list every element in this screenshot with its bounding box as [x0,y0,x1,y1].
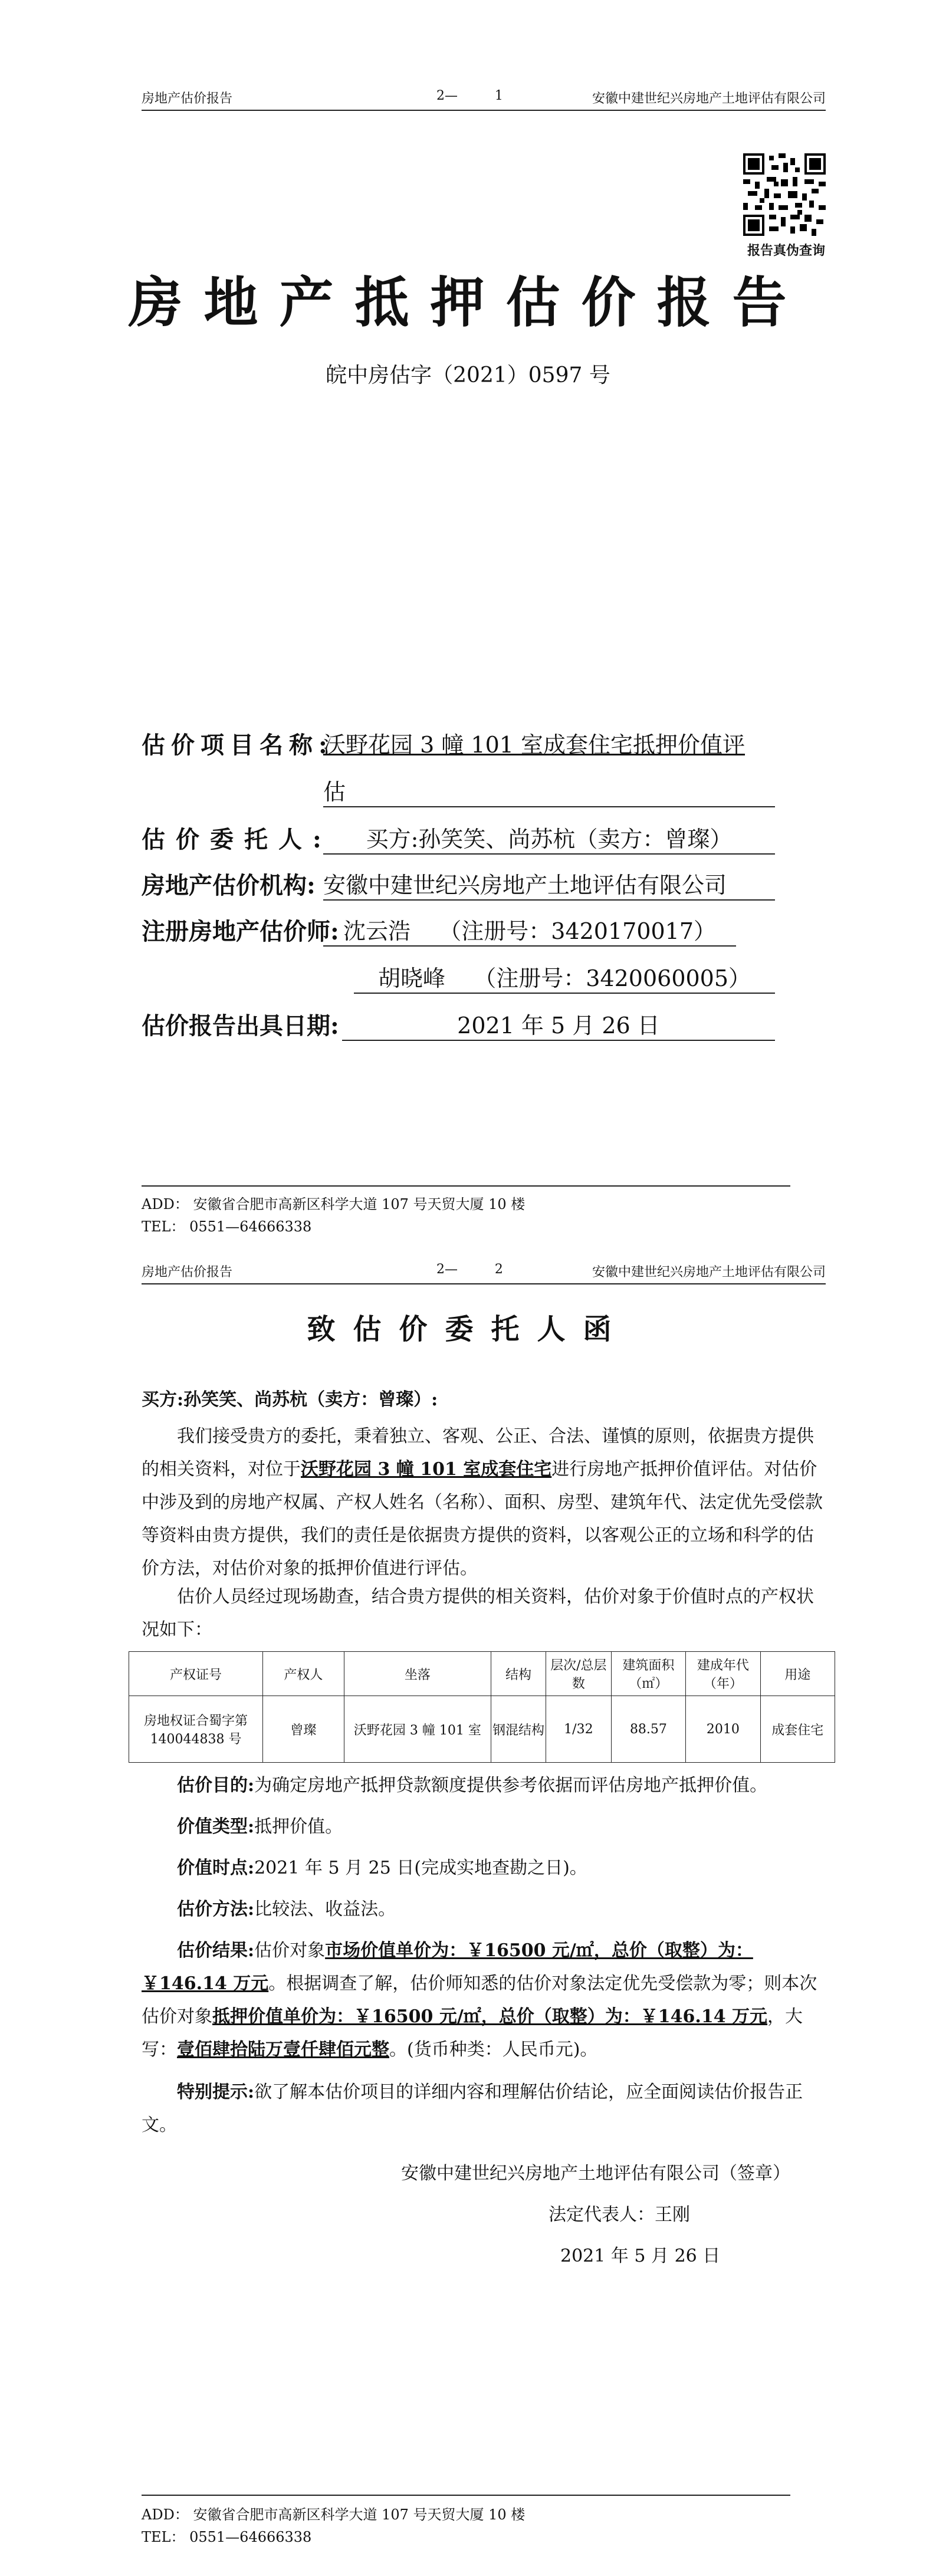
footer-phone: TEL： 0551—64666338 [142,2529,312,2545]
property-rights-table [129,1651,835,1763]
value-type: 价值类型:抵押价值。 [177,1816,343,1837]
header-left: 房地产估价报告 [142,91,233,106]
appraiser-2: 胡晓峰 （注册号：3420060005） [354,960,775,994]
table-header: 结构 [491,1652,546,1696]
special-note: 特别提示:欲了解本估价项目的详细内容和理解估价结论，应全面阅读估价报告正文。 [142,2082,803,2135]
table-cell: 钢混结构 [491,1696,546,1763]
footer-address: ADD： 安徽省合肥市高新区科学大道 107 号天贸大厦 10 楼 [142,2506,526,2523]
header-left: 房地产估价报告 [142,1265,233,1280]
agency-value: 安徽中建世纪兴房地产土地评估有限公司 [323,867,775,901]
project-name-label: 估价项目名称: [142,731,333,759]
running-header [142,1262,826,1284]
table-header-row [129,1652,835,1696]
table-cell: 房地权证合蜀字第140044838 号 [129,1696,263,1763]
header-company: 安徽中建世纪兴房地产土地评估有限公司 [592,1265,826,1280]
qr-code-icon[interactable] [743,153,826,236]
salutation: 买方:孙笑笑、尚苏杭（卖方：曾璨）: [142,1389,438,1410]
letter-paragraph-1: 我们接受贵方的委托，秉着独立、客观、公正、合法、谨慎的原则，依据贵方提供的相关资料，对位于沃野花园 3 幢 101 室成套住宅进行房地产抵押价值评估。对估价中涉及到的房地产权属、产权人姓名（名称）、面积、房型、建筑年代、法定优先受偿款等资料由贵方提供，我们的责任是依据贵方提供的资料，以客观公正的立场和科学的估价方法，对估价对象的抵押价值进行评估。 [142,1426,823,1579]
valuation-purpose: 估价目的:为确定房地产抵押贷款额度提供参考依据而评估房地产抵押价值。 [177,1775,768,1796]
cover-page [0,0,936,1262]
project-name-value-cont: 估 [323,774,775,807]
letter-title: 致估价委托人函 [307,1313,629,1346]
signature-date: 2021 年 5 月 26 日 [560,2246,721,2266]
table-cell: 88.57 [611,1696,685,1763]
table-cell: 成套住宅 [760,1696,835,1763]
table-header: 产权证号 [129,1652,263,1696]
report-number: 皖中房估字（2021）0597 号 [326,363,610,387]
report-title: 房地产抵押估价报告 [128,271,808,334]
table-header: 坐落 [344,1652,491,1696]
footer-rule [142,1185,790,1187]
signature-company: 安徽中建世纪兴房地产土地评估有限公司（签章） [401,2163,790,2184]
valuation-method: 估价方法:比较法、收益法。 [177,1899,396,1920]
table-header: 用途 [760,1652,835,1696]
table-cell: 1/32 [546,1696,611,1763]
legal-representative: 法定代表人：王刚 [549,2204,690,2225]
table-header: 层次/总层数 [546,1652,611,1696]
table-row [129,1696,835,1763]
appraiser-1: 沈云浩 （注册号：3420170017） [323,913,736,947]
qr-caption: 报告真伪查询 [747,244,825,258]
table-header: 建成年代（年） [686,1652,760,1696]
letter-paragraph-2: 估价人员经过现场勘查，结合贵方提供的相关资料，估价对象于价值时点的产权状况如下： [142,1586,814,1640]
client-label: 估价委托人: [142,826,332,853]
project-name-value: 沃野花园 3 幢 101 室成套住宅抵押价值评 [323,732,745,758]
header-page-number: 2— 2 [436,1262,503,1277]
running-header [142,88,826,111]
table-cell: 曾璨 [263,1696,344,1763]
table-header: 产权人 [263,1652,344,1696]
appraiser-label: 注册房地产估价师: [142,918,339,945]
table-cell: 沃野花园 3 幢 101 室 [344,1696,491,1763]
value-date: 价值时点:2021 年 5 月 25 日(完成实地查勘之日)。 [177,1858,587,1878]
footer-rule [142,2495,790,2496]
agency-label: 房地产估价机构: [142,872,316,899]
table-cell: 2010 [686,1696,760,1763]
issue-date-label: 估价报告出具日期: [142,1012,339,1040]
header-page-number: 2— 1 [436,88,503,103]
header-company: 安徽中建世纪兴房地产土地评估有限公司 [592,91,826,106]
issue-date-value: 2021 年 5 月 26 日 [342,1007,775,1041]
footer-address: ADD： 安徽省合肥市高新区科学大道 107 号天贸大厦 10 楼 [142,1196,526,1213]
table-header: 建筑面积（㎡） [611,1652,685,1696]
client-value: 买方:孙笑笑、尚苏杭（卖方：曾璨） [323,821,775,855]
footer-phone: TEL： 0551—64666338 [142,1218,312,1235]
valuation-result: 估价结果:估价对象市场价值单价为：￥16500 元/㎡，总价（取整）为：￥146.14 万元。根据调查了解，估价师知悉的估价对象法定优先受偿款为零；则本次估价对象抵押价值单价为：￥16500 元/㎡，总价（取整）为：￥146.14 万元，大写：壹佰肆拾陆万壹仟肆佰元整。(货币种类：人民币元)。 [142,1940,817,2060]
